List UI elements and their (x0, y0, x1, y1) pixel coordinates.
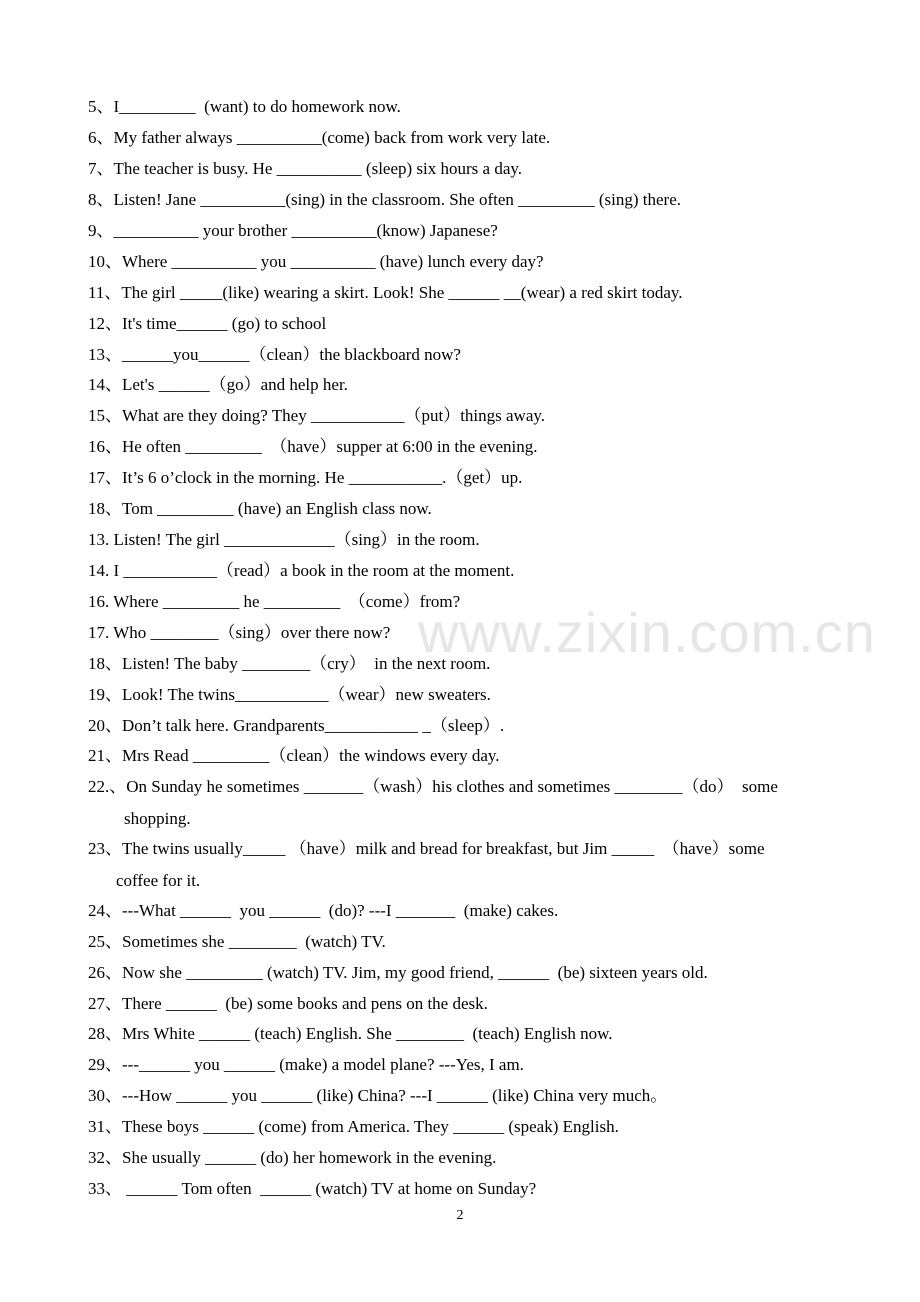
exercise-line: 23、The twins usually_____ （have）milk and bread for breakfast, but Jim _____ （have）some (88, 839, 765, 858)
exercise-line: 12、It's time______ (go) to school (88, 314, 327, 333)
exercise-line: 25、Sometimes she ________ (watch) TV. (88, 932, 386, 951)
exercise-line: 13、______you______（clean）the blackboard now? (88, 345, 461, 364)
exercise-line: 16. Where _________ he _________ （come）from? (88, 592, 461, 611)
watermark-text: www.zixin.com.cn (418, 601, 876, 664)
page-number: 2 (456, 1208, 464, 1223)
exercise-line: 14. I ___________（read）a book in the room at the moment. (88, 561, 515, 580)
exercise-line: 10、Where __________ you __________ (have) lunch every day? (88, 252, 544, 271)
exercise-line: 6、My father always __________(come) back from work very late. (88, 128, 551, 147)
exercise-line: 17. Who ________（sing）over there now? (88, 623, 391, 642)
exercise-line: 13. Listen! The girl _____________（sing）in the room. (88, 530, 480, 549)
exercise-line: 21、Mrs Read _________（clean）the windows every day. (88, 746, 500, 765)
exercise-line: 15、What are they doing? They ___________（put）things away. (88, 406, 546, 425)
exercise-line: 22.、On Sunday he sometimes _______（wash）his clothes and sometimes ________（do） some (88, 777, 778, 796)
exercise-line: 33、 ______ Tom often ______ (watch) TV at home on Sunday? (88, 1179, 537, 1198)
exercise-line: 20、Don’t talk here. Grandparents___________ _（sleep）. (88, 716, 505, 735)
exercise-line: 17、It’s 6 o’clock in the morning. He ___________.（get）up. (88, 468, 523, 487)
exercise-line: 26、Now she _________ (watch) TV. Jim, my good friend, ______ (be) sixteen years old. (88, 963, 708, 982)
exercise-line: 18、Tom _________ (have) an English class now. (88, 499, 432, 518)
exercise-line-continued: shopping. (124, 809, 191, 828)
exercise-line: 11、The girl _____(like) wearing a skirt. Look! She ______ __(wear) a red skirt today. (88, 283, 683, 302)
exercise-line-continued: coffee for it. (116, 871, 201, 890)
exercise-line: 19、Look! The twins___________（wear）new sweaters. (88, 685, 491, 704)
exercise-line: 18、Listen! The baby ________（cry） in the next room. (88, 654, 491, 673)
exercise-line: 32、She usually ______ (do) her homework in the evening. (88, 1148, 497, 1167)
exercise-line: 31、These boys ______ (come) from America. They ______ (speak) English. (88, 1117, 619, 1136)
exercise-line: 5、I_________ (want) to do homework now. (88, 97, 401, 116)
exercise-line: 14、Let's ______（go）and help her. (88, 375, 348, 394)
exercise-line: 28、Mrs White ______ (teach) English. She ________ (teach) English now. (88, 1024, 613, 1043)
exercise-line: 16、He often _________ （have）supper at 6:00 in the evening. (88, 437, 538, 456)
exercise-line: 29、---______ you ______ (make) a model plane? ---Yes, I am. (88, 1055, 524, 1074)
exercise-line: 30、---How ______ you ______ (like) China? ---I ______ (like) China very much。 (88, 1086, 668, 1105)
exercise-line: 27、There ______ (be) some books and pens on the desk. (88, 994, 488, 1013)
exercise-line: 9、__________ your brother __________(know) Japanese? (88, 221, 498, 240)
exercise-line: 8、Listen! Jane __________(sing) in the classroom. She often _________ (sing) there. (88, 190, 682, 209)
exercise-line: 24、---What ______ you ______ (do)? ---I _______ (make) cakes. (88, 901, 559, 920)
exercise-line: 7、The teacher is busy. He __________ (sleep) six hours a day. (88, 159, 523, 178)
